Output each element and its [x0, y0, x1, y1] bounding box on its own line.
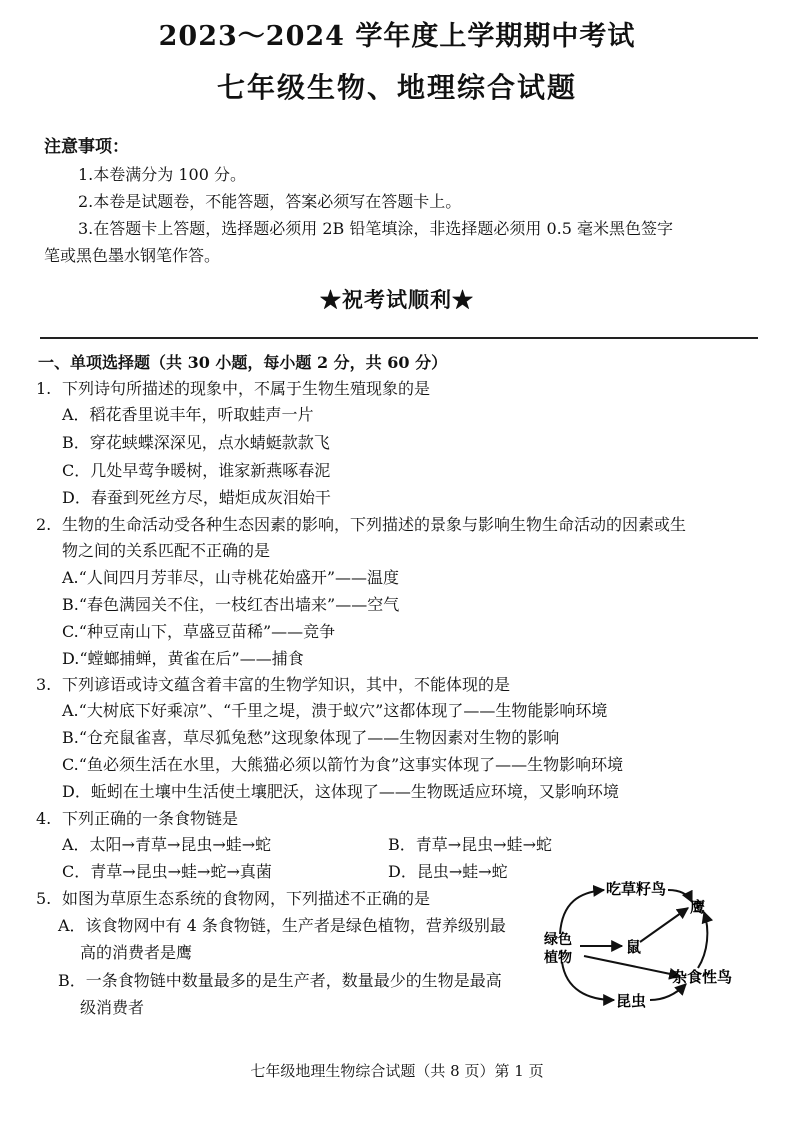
question-5: [36, 886, 556, 912]
option-d: D．昆虫→蛙→蛇: [388, 862, 508, 881]
edge-omnibird-eagle: [698, 912, 707, 968]
option-a: A.“大树底下好乘凉”、“千里之堤，溃于蚁穴”这都体现了——生物能影响环境: [62, 701, 608, 720]
divider: [40, 337, 758, 339]
page-footer: 七年级地理生物综合试题（共 8 页）第 1 页: [250, 1062, 544, 1080]
notes-block: [44, 134, 744, 269]
question-stem: 下列诗句所描述的现象中，不属于生物生殖现象的是: [62, 379, 431, 398]
edge-insect-omnibird: [650, 984, 686, 1000]
option-a: A.“人间四月芳菲尽，山寺桃花始盛开”——温度: [62, 568, 400, 587]
question-stem: 下列正确的一条食物链是: [62, 809, 239, 828]
question-number: 1.: [36, 379, 52, 398]
food-web-diagram: [540, 872, 750, 1022]
good-luck-banner: ★祝考试顺利★: [320, 287, 474, 312]
option-b-cont: 级消费者: [80, 998, 145, 1017]
edge-mouse-eagle: [640, 908, 688, 942]
question-stem-cont: 物之间的关系匹配不正确的是: [62, 541, 271, 560]
option-a: A．稻花香里说丰年，听取蛙声一片: [62, 405, 314, 424]
notes-item: 1.本卷满分为 100 分。: [78, 165, 246, 184]
notes-item: 2.本卷是试题卷，不能答题，答案必须写在答题卡上。: [78, 192, 462, 211]
notes-heading: 注意事项：: [44, 137, 129, 157]
option-d: D.“螳螂捕蝉，黄雀在后”——捕食: [62, 649, 304, 668]
option-b: B．一条食物链中数量最多的是生产者，数量最少的生物是最高: [58, 971, 502, 990]
question-number: 4.: [36, 809, 52, 828]
question-number: 2.: [36, 515, 52, 534]
option-b: B.“仓充鼠雀喜，草尽狐兔愁”这现象体现了——生物因素对生物的影响: [62, 728, 560, 747]
option-d: D．蚯蚓在土壤中生活使土壤肥沃，这体现了——生物既适应环境，又影响环境: [62, 782, 619, 801]
exam-subtitle: 七年级生物、地理综合试题: [216, 71, 577, 104]
edge-plant-omnibird: [584, 956, 680, 976]
option-b: B．穿花蛱蝶深深见，点水蜻蜓款款飞: [62, 433, 330, 452]
section-heading: 一、单项选择题（共 30 小题，每小题 2 分，共 60 分）: [38, 353, 448, 372]
exam-title: 2023～2024 学年度上学期期中考试: [158, 21, 636, 52]
node-insect: 昆虫: [616, 992, 647, 1010]
node-omnivore-bird: 杂食性鸟: [672, 968, 733, 986]
option-c: C．几处早莺争暖树，谁家新燕啄春泥: [62, 461, 331, 480]
notes-item: 3.在答题卡上答题，选择题必须用 2B 铅笔填涂，非选择题必须用 0.5 毫米黑色签字: [78, 219, 673, 238]
question-4: [36, 806, 756, 832]
node-mouse: 鼠: [626, 938, 642, 956]
option-a-cont: 高的消费者是鹰: [80, 943, 193, 962]
question-2: [36, 512, 756, 538]
question-number: 5.: [36, 889, 52, 908]
option-c: C．青草→昆虫→蛙→蛇→真菌: [62, 862, 272, 881]
question-stem: 下列谚语或诗文蕴含着丰富的生物学知识，其中，不能体现的是: [62, 675, 511, 694]
option-a: A．太阳→青草→昆虫→蛙→蛇: [62, 835, 272, 854]
node-eagle: 鹰: [690, 898, 706, 916]
question-number: 3.: [36, 675, 52, 694]
question-3: [36, 672, 756, 698]
edge-plant-insect: [562, 962, 614, 1000]
question-stem: 如图为草原生态系统的食物网，下列描述不正确的是: [62, 889, 431, 908]
option-c: C.“鱼必须生活在水里，大熊猫必须以箭竹为食”这事实体现了——生物影响环境: [62, 755, 624, 774]
question-1: [36, 376, 756, 402]
node-plant-line1: 绿色: [544, 932, 572, 948]
question-stem: 生物的生命活动受各种生态因素的影响，下列描述的景象与影响生物生命活动的因素或生: [62, 515, 687, 534]
option-d: D．春蚕到死丝方尽，蜡炬成灰泪始干: [62, 488, 331, 507]
edge-seedbird-eagle: [668, 890, 692, 902]
option-b: B.“春色满园关不住，一枝红杏出墙来”——空气: [62, 595, 400, 614]
option-c: C.“种豆南山下，草盛豆苗稀”——竞争: [62, 622, 336, 641]
edge-plant-seedbird: [560, 890, 604, 934]
node-seed-bird: 吃草籽鸟: [606, 880, 667, 898]
node-plant-line2: 植物: [544, 950, 572, 966]
option-b: B．青草→昆虫→蛙→蛇: [388, 835, 552, 854]
notes-item: 笔或黑色墨水钢笔作答。: [44, 246, 221, 265]
option-a: A．该食物网中有 4 条食物链，生产者是绿色植物，营养级别最: [58, 916, 506, 935]
